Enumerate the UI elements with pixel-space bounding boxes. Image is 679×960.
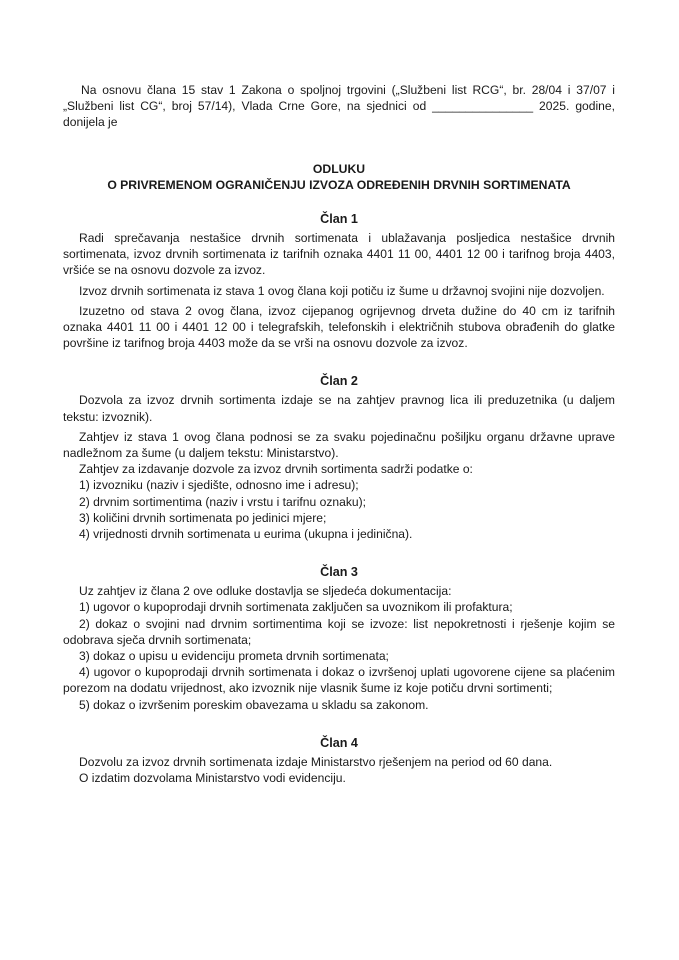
article-heading: Član 2 [320,374,358,389]
list-item: 2) drvnim sortimentima (naziv i vrstu i tarifnu oznaku); [79,494,366,509]
article-paragraph: Radi sprečavanja nestašice drvnih sortimenata i ublažavanja posljedica nestašice drvnih sortimenata, izvoz drvnih sortimenata iz tarifnih oznaka 4401 11 00, 4401 12 00 i tarifnog broja 4403, vršiće se na osnovu dozvole za izvoz. [63,231,615,278]
article-paragraph: Dozvola za izvoz drvnih sortimenta izdaje se na zahtjev pravnog lica ili preduzetnika (u daljem tekstu: izvoznik). [63,393,615,424]
article-heading: Član 3 [320,565,358,580]
article-paragraph: Zahtjev za izdavanje dozvole za izvoz drvnih sortimenta sadrži podatke o: [79,462,473,477]
article-heading: Član 1 [320,212,358,227]
article-paragraph: Izuzetno od stava 2 ovog člana, izvoz cijepanog ogrijevnog drveta dužine do 40 cm iz tarifnih oznaka 4401 11 00 i 4401 12 00 i telegrafskih, telefonskih i električnih stubova obrađenih do glatke površine iz tarifnog broja 4403 može da se vrši na osnovu dozvole za izvoz. [63,303,615,351]
decision-subtitle: O PRIVREMENOM OGRANIČENJU IZVOZA ODREĐENIH DRVNIH SORTIMENATA [107,177,571,192]
article-1 [63,211,615,351]
article-2 [63,373,615,542]
list-item: 3) dokaz o upisu u evidenciju prometa drvnih sortimenata; [79,649,389,664]
list-item: 3) količini drvnih sortimenata po jedinici mjere; [79,510,327,525]
article-heading: Član 4 [320,735,358,750]
article-3 [63,564,615,713]
list-item: 4) vrijednosti drvnih sortimenata u eurima (ukupna i jedinična). [79,527,413,542]
article-paragraph: Izvoz drvnih sortimenata iz stava 1 ovog člana koji potiču iz šume u državnoj svojini nije dozvoljen. [79,283,605,298]
decision-title: ODLUKU [312,161,366,176]
preamble: Na osnovu člana 15 stav 1 Zakona o spoljnoj trgovini („Službeni list RCG“, br. 28/04 i 37/07 i „Službeni list CG“, broj 57/14), Vlada Crne Gore, na sjednici od _______________ 2025. godine, donijela je [63,83,615,130]
list-item: 4) ugovor o kupoprodaji drvnih sortimenata i dokaz o izvršenoj uplati ugovorene cijene sa plaćenim porezom na dodatu vrijednost, ako izvoznik nije vlasnik šume iz koje potiču drvni sortimenti; [63,665,615,696]
article-paragraph: Zahtjev iz stava 1 ovog člana podnosi se za svaku pojedinačnu pošiljku organu državne uprave nadležnom za šume (u daljem tekstu: Ministarstvo). [63,429,615,461]
list-item: 1) izvozniku (naziv i sjedište, odnosno ime i adresu); [79,478,359,493]
list-item: 5) dokaz o izvršenim poreskim obavezama u skladu sa zakonom. [79,697,429,712]
article-4 [63,735,615,786]
list-item: 2) dokaz o svojini nad drvnim sortimentima koji se izvoze: list nepokretnosti i rješenje kojim se odobrava sječa drvnih sortimenata; [63,616,615,647]
article-paragraph: Dozvolu za izvoz drvnih sortimenata izdaje Ministarstvo rješenjem na period od 60 dana. [79,754,553,769]
article-paragraph: O izdatim dozvolama Ministarstvo vodi evidenciju. [79,771,346,786]
list-item: 1) ugovor o kupoprodaji drvnih sortimenata zaključen sa uvoznikom ili profaktura; [79,600,513,615]
document-page [63,82,615,808]
article-paragraph: Uz zahtjev iz člana 2 ove odluke dostavlja se sljedeća dokumentacija: [79,584,452,599]
